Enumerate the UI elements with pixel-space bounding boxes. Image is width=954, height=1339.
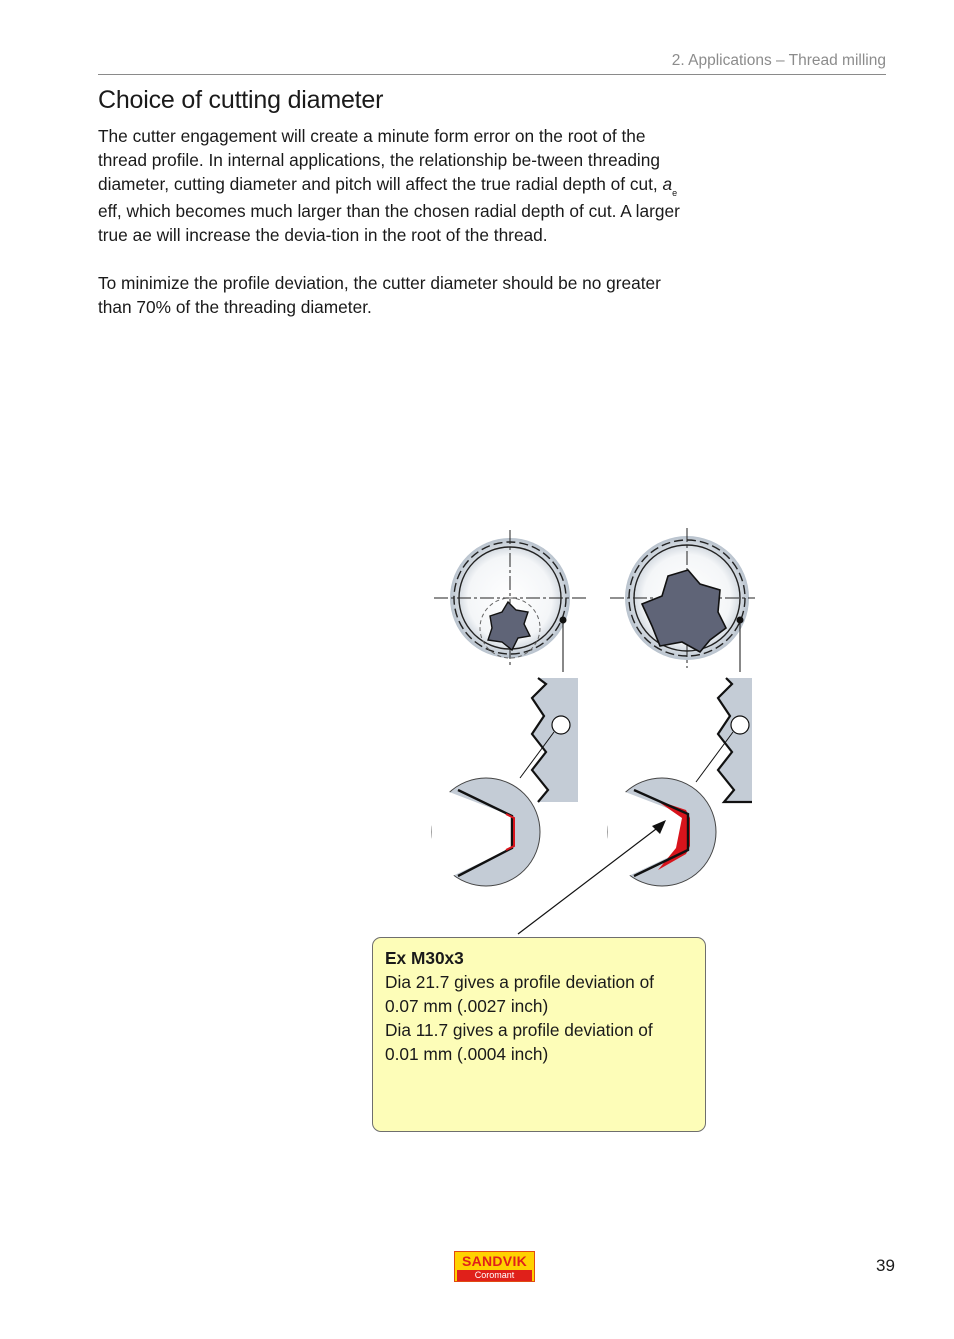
section-title: 2. Applications – Thread milling xyxy=(671,52,886,69)
page-number: 39 xyxy=(876,1256,895,1275)
body-text xyxy=(98,124,698,319)
callout-line-3: Dia 11.7 gives a profile deviation of xyxy=(385,1020,653,1040)
callout-leader-arrow xyxy=(500,800,700,945)
page-header xyxy=(98,50,886,75)
sandvik-coromant-logo xyxy=(454,1251,535,1282)
callout-line-4: 0.01 mm (.0004 inch) xyxy=(385,1044,549,1064)
callout-title: Ex M30x3 xyxy=(385,948,464,968)
large-cutter-view xyxy=(610,528,755,672)
paragraph-engagement xyxy=(98,124,698,247)
symbol-a: a xyxy=(662,174,673,194)
symbol-subscript: e xyxy=(672,188,678,198)
paragraph-text-end: eff, which becomes much larger than the chosen radial depth of cut. A larger true ae will increase the devia-tion in the root of the thread. xyxy=(98,201,680,245)
callout-line-1: Dia 21.7 gives a profile deviation of xyxy=(385,972,654,992)
paragraph-text-start: The cutter engagement will create a minute form error on the root of the thread profile. In internal applications, the relationship be-tween threading diameter, cutting diameter and pitch will affect the true radial depth of cut, xyxy=(98,126,663,194)
paragraph-recommendation: To minimize the profile deviation, the cutter diameter should be no greater than 70% of the threading diameter. xyxy=(98,273,661,317)
small-thread-profile xyxy=(520,678,578,802)
logo-sub-brand: Coromant xyxy=(457,1270,532,1281)
callout-line-2: 0.07 mm (.0027 inch) xyxy=(385,996,549,1016)
logo-brand: SANDVIK xyxy=(461,1253,528,1269)
page-title: Choice of cutting diameter xyxy=(98,86,384,114)
example-callout-box xyxy=(372,937,706,1132)
small-cutter-view xyxy=(434,530,588,672)
large-thread-profile xyxy=(696,678,752,802)
